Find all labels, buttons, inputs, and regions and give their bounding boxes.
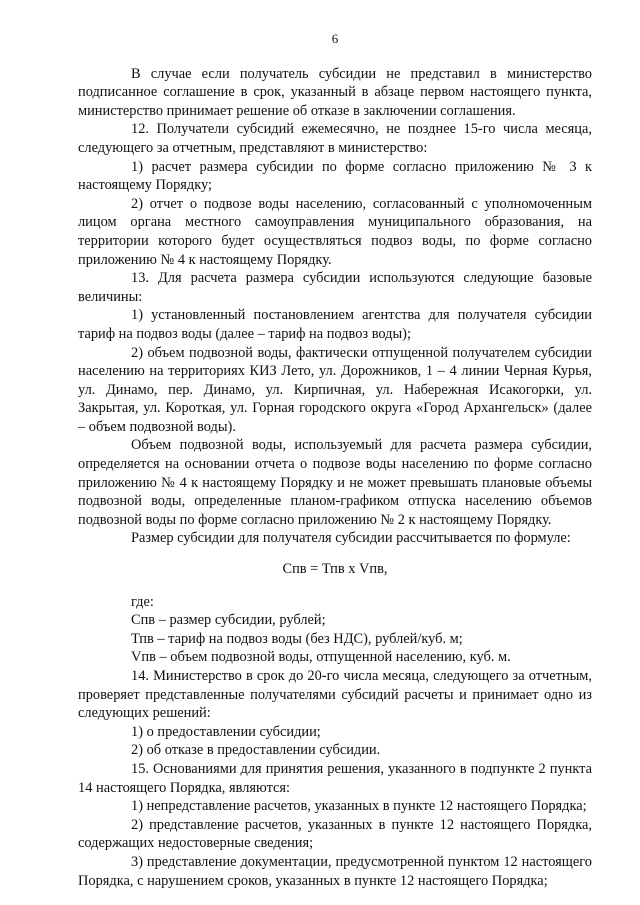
paragraph: 2) отчет о подвозе воды населению, согласованный с уполномоченным лицом органа местного самоуправления муниципального образования, на территории которого будет осуществляться подвоз воды, по форме согласно приложению № 4 к настоящему Порядку. — [78, 195, 592, 268]
paragraph: 1) о предоставлении субсидии; — [131, 723, 321, 740]
paragraph: 1) установленный постановлением агентства для получателя субсидии тариф на подвоз воды (далее – тариф на подвоз воды); — [78, 307, 592, 342]
paragraph: 1) расчет размера субсидии по форме согласно приложению № 3 к настоящему Порядку; — [78, 158, 592, 194]
paragraph: 3) представление документации, предусмотренной пунктом 12 настоящего Порядка, с нарушением сроков, указанных в пункте 12 настоящего Порядка; — [78, 853, 592, 889]
paragraph: 1) непредставление расчетов, указанных в пункте 12 настоящего Порядка; — [131, 798, 587, 815]
paragraph: 2) об отказе в предоставлении субсидии. — [131, 742, 381, 759]
paragraph: 12. Получатели субсидий ежемесячно, не позднее 15-го числа месяца, следующего за отчетным, представляют в министерство: — [78, 121, 592, 156]
paragraph: Объем подвозной воды, используемый для расчета размера субсидии, определяется на основании отчета о подвозе воды населению по форме согласно приложению № 4 к настоящему Порядку и не может превышать плановые объемы подвозной воды, определенные планом-графиком отпуска населению объемов подвозной воды по форме согласно приложению № 2 к настоящему Порядку. — [78, 437, 592, 528]
paragraph: где: — [131, 593, 154, 610]
paragraph: Vпв – объем подвозной воды, отпущенной населению, куб. м. — [131, 649, 511, 666]
paragraph: 15. Основаниями для принятия решения, указанного в подпункте 2 пункта 14 настоящего Порядка, являются: — [78, 760, 592, 796]
paragraph: 2) объем подвозной воды, фактически отпущенной получателем субсидии населению на территориях КИЗ Лето, ул. Дорожников, 1 – 4 линии Черная Курья, ул. Динамо, пер. Динамо, ул. Кирпичная, ул. Набережная Исакогорки, ул. Закрытая, ул. Короткая, ул. Горная городского округа «Город Архангельск» (далее – объем подвозной воды). — [78, 344, 592, 435]
paragraph: 14. Министерство в срок до 20-го числа месяца, следующего за отчетным, проверяет представленные получателями субсидий расчеты и принимает одно из следующих решений: — [78, 668, 592, 722]
paragraph: В случае если получатель субсидии не представил в министерство подписанное соглашение в срок, указанный в абзаце первом настоящего пункта, министерство принимает решение об отказе в заключении соглашения. — [78, 65, 592, 119]
subsidy-formula: Спв = Тпв х Vпв, — [282, 561, 388, 578]
paragraph: Тпв – тариф на подвоз воды (без НДС), рублей/куб. м; — [131, 630, 463, 647]
paragraph: 2) представление расчетов, указанных в пункте 12 настоящего Порядка, содержащих недостоверные сведения; — [78, 816, 592, 852]
paragraph: Размер субсидии для получателя субсидии рассчитывается по формуле: — [131, 530, 571, 547]
paragraph: 13. Для расчета размера субсидии используются следующие базовые величины: — [78, 270, 592, 305]
paragraph: Спв – размер субсидии, рублей; — [131, 612, 326, 629]
page-number: 6 — [331, 31, 339, 46]
